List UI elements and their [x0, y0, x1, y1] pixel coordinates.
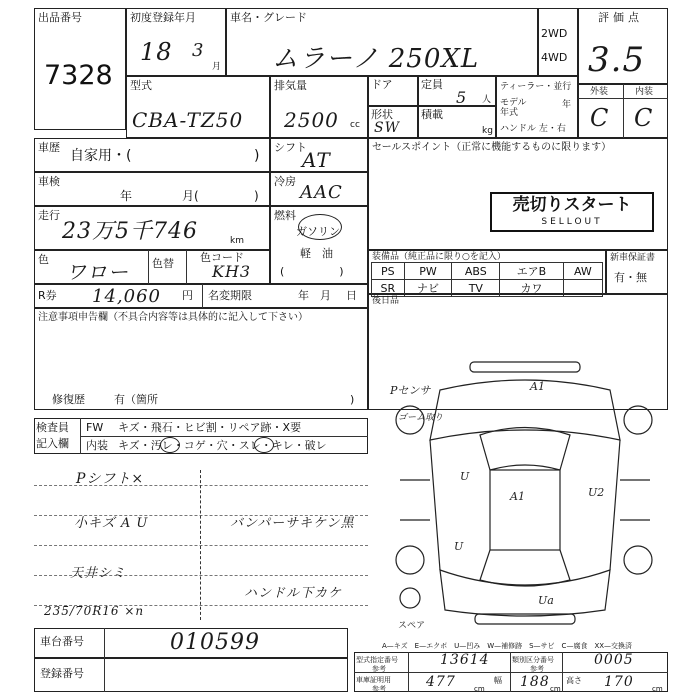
note-divider — [200, 470, 201, 620]
equip-aw: AW — [563, 263, 602, 280]
model-label: 型式 — [130, 79, 152, 92]
inspection-label: 車検 — [38, 175, 60, 188]
front-right-wheel — [624, 406, 652, 434]
equip-airbag: エアB — [500, 263, 564, 280]
history-label: 車歴 — [38, 141, 60, 154]
car-diagram — [380, 360, 670, 630]
inspector-fw: FW — [86, 421, 104, 434]
dims-hline — [354, 672, 668, 673]
drive-4wd: 4WD — [541, 51, 568, 64]
class-ref: 参考 — [530, 665, 544, 673]
inspector-interior: 内装 — [86, 439, 108, 452]
interior-label: 内装 — [635, 87, 654, 97]
first-reg-year: 18 — [140, 38, 173, 66]
inspector-label: 検査員記入欄 — [36, 421, 69, 450]
inspection-month: 月( — [182, 189, 199, 203]
width-label: 幅 — [494, 676, 502, 685]
first-reg-label: 初度登録年月 — [130, 11, 196, 24]
front-bumper-shape — [470, 362, 580, 372]
name-change-month: 月 — [320, 289, 331, 302]
diag-note-u3: U2 — [588, 486, 605, 499]
drive-2wd: 2WD — [541, 27, 568, 40]
displacement-value: 2500 — [284, 108, 339, 132]
type-label: 型式指定番号 — [356, 656, 398, 664]
equip-leather: カワ — [500, 280, 564, 297]
interior-mark-1 — [160, 437, 180, 453]
color-divider — [148, 250, 149, 284]
hood-shape — [430, 380, 620, 440]
repair-close: ) — [350, 393, 355, 406]
rear-right-wheel — [624, 546, 652, 574]
equip-ps: PS — [372, 263, 405, 280]
shape-label: 形状 — [371, 108, 393, 121]
height-value: 170 — [604, 674, 634, 690]
color-change-label: 色替 — [152, 257, 174, 270]
history-close: ) — [254, 148, 260, 164]
sellout-stamp — [490, 192, 654, 232]
height-cm: cm — [652, 685, 663, 693]
drive-box — [538, 8, 578, 76]
roof-shape — [490, 470, 560, 550]
shift-value: AT — [302, 148, 331, 172]
diag-note-u1: U — [460, 470, 470, 483]
note-line — [34, 545, 368, 546]
length-value: 477 — [426, 674, 456, 690]
sellout-stamp-main: 売切りスタート — [512, 195, 632, 215]
class-value: 0005 — [594, 652, 634, 668]
frame-value: 010599 — [170, 630, 260, 655]
equip-navi: ナビ — [404, 280, 452, 297]
length-label: 車庫証明用 — [356, 676, 391, 684]
equip-abs: ABS — [452, 263, 500, 280]
type-ref: 参考 — [372, 665, 386, 673]
color-value: ワロー — [66, 260, 129, 284]
name-label: 車名・グレード — [230, 11, 307, 24]
recycle-yen: 円 — [182, 289, 193, 302]
kg-unit: kg — [482, 126, 493, 136]
shape-value: SW — [374, 120, 400, 136]
dims-divider-2 — [510, 652, 511, 692]
registration-label: 登録番号 — [40, 667, 84, 680]
dealer-label: ティーラー・並行 — [500, 82, 572, 92]
notes-label: 注意事項申告欄（不具合内容等は具体的に記入して下さい） — [38, 312, 308, 323]
cooling-value: AAC — [300, 182, 343, 203]
mirror-lines — [400, 480, 650, 520]
model-year-label: モデル年式 — [500, 98, 527, 118]
dims-divider-3 — [562, 652, 563, 692]
color-code-label: 色コード — [200, 251, 244, 264]
inspection-year: 年 — [120, 189, 133, 203]
width-cm: cm — [550, 685, 561, 693]
mileage-unit: km — [230, 236, 244, 246]
equip-sr: SR — [372, 280, 405, 297]
exterior-label: 外装 — [590, 87, 609, 97]
color-divider-2 — [186, 250, 187, 284]
equip-pw: PW — [404, 263, 452, 280]
cooling-label: 冷房 — [274, 175, 296, 188]
exterior-value: C — [590, 104, 610, 132]
displacement-label: 排気量 — [274, 79, 307, 92]
recycle-divider — [202, 284, 203, 308]
car-name: ムラーノ 250XL — [272, 44, 480, 74]
type-value: 13614 — [440, 652, 490, 668]
mileage-label: 走行 — [38, 209, 60, 222]
registration-divider — [104, 658, 105, 692]
frame-label: 車台番号 — [40, 635, 84, 648]
equip-tv: TV — [452, 280, 500, 297]
load-label: 積載 — [421, 108, 443, 121]
handle-label: ハンドル 左・右 — [500, 124, 566, 134]
fuel-circle-mark — [298, 214, 342, 240]
class-label: 類別区分番号 — [512, 656, 554, 664]
recycle-value: 14,060 — [92, 286, 161, 307]
spare-label: スペア — [398, 621, 426, 630]
note-tire: 235/70R16 ×n — [44, 604, 145, 618]
height-label: 高さ — [566, 676, 582, 685]
rear-window-shape — [480, 550, 570, 586]
rear-shape — [440, 570, 610, 616]
score-label: 評価点 — [598, 11, 643, 24]
shift-label: シフト — [274, 141, 307, 154]
repair-label: 修復歴 — [52, 393, 85, 406]
length-ref: 参考 — [372, 685, 386, 693]
lot-number: 7328 — [44, 60, 113, 91]
inspector-interior-text: キズ・汚レ・コゲ・穴・スレ・キレ・破レ — [118, 439, 327, 452]
rear-left-wheel — [396, 546, 424, 574]
frame-divider — [104, 628, 105, 658]
repair-value: 有（箇所 — [114, 393, 158, 406]
fuel-paren: ( ) — [280, 265, 344, 278]
equipment-table — [371, 262, 603, 297]
fuel-gasoline: ガソリン — [296, 225, 340, 238]
spare-tire-shape — [400, 588, 420, 608]
warranty-value: 有・無 — [614, 271, 647, 284]
recycle-label: R券 — [38, 289, 57, 302]
interior-value: C — [634, 104, 654, 132]
warranty-label: 新車保証書 — [610, 253, 656, 263]
cc-unit: cc — [350, 120, 360, 130]
color-label: 色 — [38, 253, 49, 266]
interior-mark-2 — [254, 437, 274, 453]
ext-int-hline — [578, 98, 668, 99]
model-value: CBA-TZ50 — [132, 108, 244, 132]
note-p-shift: Pシフト× — [76, 471, 145, 487]
name-change-day: 日 — [346, 289, 357, 302]
fuel-diesel: 軽 油 — [300, 247, 333, 260]
note-handle: ハンドル下カケ — [244, 586, 343, 601]
width-value: 188 — [520, 674, 550, 690]
name-change-label: 名変期限 — [208, 289, 252, 302]
note-bumper: バンパーサキケン黒 — [230, 516, 355, 531]
diag-note-ua: Ua — [538, 594, 554, 607]
inspection-close: ) — [254, 189, 259, 203]
capacity-value: 5 — [456, 88, 468, 107]
note-scratch: 小キズ A U — [74, 516, 149, 531]
diag-note-a1: A1 — [530, 380, 545, 393]
sales-label: セールスポイント（正常に機能するものに限ります） — [372, 142, 612, 153]
equipment-label: 装備品（純正品に限り○を記入） — [372, 252, 506, 262]
diag-note-sensor: Pセンサ — [390, 384, 431, 397]
dims-divider — [408, 652, 409, 692]
fuel-label: 燃料 — [274, 209, 296, 222]
note-ceiling: 天井シミ — [70, 566, 127, 581]
person-unit: 人 — [482, 95, 492, 105]
diag-note-a1-roof: A1 — [510, 490, 525, 503]
first-reg-month: 3 — [192, 40, 205, 61]
year-unit: 年 — [562, 100, 572, 110]
inspection-box — [34, 172, 270, 206]
color-code-value: KH3 — [212, 262, 252, 281]
length-cm: cm — [474, 685, 485, 693]
ext-int-divider — [623, 84, 624, 138]
windshield-shape — [480, 428, 570, 471]
score-value: 3.5 — [588, 40, 646, 80]
mileage-value: 23万5千746 — [62, 219, 198, 244]
inspector-hline — [80, 436, 368, 437]
retrofit-label: 後日品 — [372, 296, 400, 306]
capacity-label: 定員 — [421, 78, 443, 91]
diag-note-mold: ゴーム取り — [398, 413, 444, 423]
recycle-box — [34, 284, 368, 308]
damage-legend: A—キズ E—エクボ U—凹み W—補修跡 S—サビ C—腐食 XX—交換済 — [382, 642, 633, 650]
history-value: 自家用・( — [70, 148, 132, 164]
lot-label: 出品番号 — [38, 11, 82, 24]
door-label: ドア — [371, 78, 393, 91]
diag-note-u2: U — [454, 540, 464, 553]
name-change-year: 年 — [298, 289, 309, 302]
sellout-stamp-sub: SELLOUT — [541, 217, 603, 227]
month-unit: 月 — [212, 62, 222, 72]
inspector-fw-text: キズ・飛石・ヒビ割・リペア跡・X要 — [118, 421, 302, 434]
